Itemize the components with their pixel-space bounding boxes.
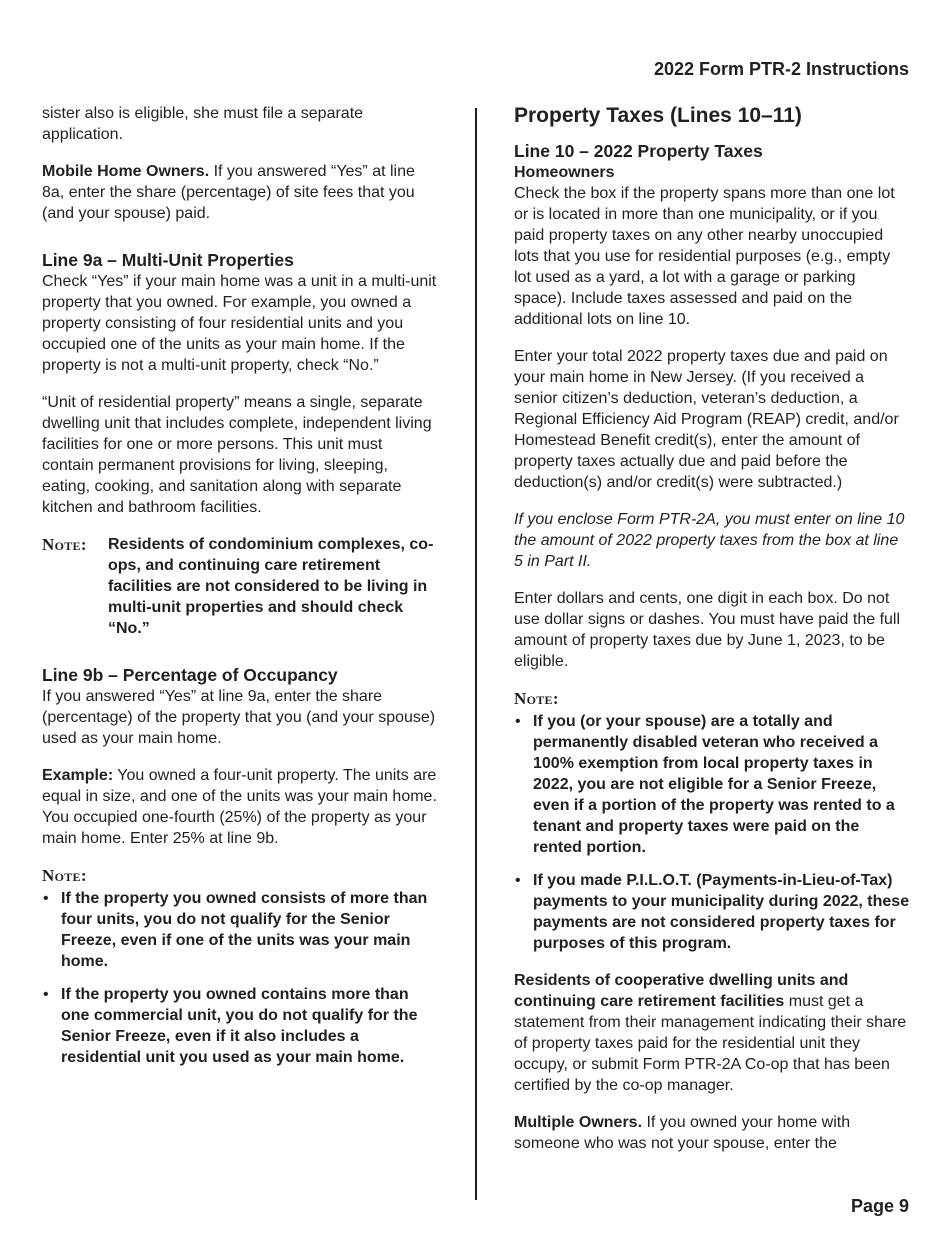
line9a-heading: Line 9a – Multi-Unit Properties	[42, 250, 294, 270]
left-column	[42, 103, 438, 1084]
line9a-paragraph-1: Check “Yes” if your main home was a unit in a multi-unit property that you owned. For example, you owned a property consisting of four residential units and you occupied one of the units as your main home. If the property is not a multi-unit property, check “No.”	[42, 273, 437, 374]
note-label: Note:	[514, 689, 559, 708]
line10-paragraph-1: Check the box if the property spans more than one lot or is located in more than one municipality, or if you paid property taxes on any other nearby unoccupied lots that you use for residential purposes (e.g., empty lot used as a yard, a lot with a garage or parking space). Include taxes assessed and paid on the additional lots on line 10.	[514, 185, 895, 328]
multiple-owners-text: If you owned your home with someone who was not your spouse, enter the	[514, 1114, 851, 1152]
line10-paragraph-4: Enter dollars and cents, one digit in each box. Do not use dollar signs or dashes. You must have paid the full amount of property taxes due by June 1, 2023, to be eligible.	[514, 590, 901, 670]
note-item: • If you (or your spouse) are a totally and permanently disabled veteran who received a 100% exemption from local property taxes in 2022, you are not eligible for a Senior Freeze, even if a portion of the property was rented to a tenant and property taxes were paid on the rented portion.	[514, 711, 910, 858]
page-number: Page 9	[850, 1196, 909, 1216]
right-column	[514, 103, 910, 1170]
coop-paragraph	[514, 970, 910, 1096]
note-item: • If you made P.I.L.O.T. (Payments-in-Lieu-of-Tax) payments to your municipality during 2022, these payments are not considered property taxes for purposes of this program.	[514, 870, 910, 954]
coop-text: must get a statement from their management indicating their share of property taxes paid for the residential unit they occupy, or submit Form PTR-2A Co-op that has been certified by the co-op manager.	[514, 993, 907, 1094]
line9b-note-list	[42, 888, 438, 1068]
line10-heading: Line 10 – 2022 Property Taxes	[514, 141, 763, 161]
example-label: Example:	[42, 767, 114, 784]
example-paragraph	[42, 765, 438, 849]
line10-note-list	[514, 711, 910, 954]
homeowners-heading: Homeowners	[514, 164, 615, 181]
section-heading: Property Taxes (Lines 10–11)	[514, 104, 802, 127]
line9b-heading: Line 9b – Percentage of Occupancy	[42, 665, 338, 685]
mobile-home-label: Mobile Home Owners.	[42, 163, 210, 180]
example-text: You owned a four-unit property. The units are equal in size, and one of the units was your main home. You occupied one-fourth (25%) of the property as your main home. Enter 25% at line 9b.	[42, 767, 437, 847]
column-divider	[475, 108, 477, 1200]
note-text: Residents of condominium complexes, co-ops, and continuing care retirement facilities are not considered to be living in multi-unit properties and should check “No.”	[108, 536, 434, 637]
note-item: • If the property you owned contains more than one commercial unit, you do not qualify for the Senior Freeze, even if it also includes a residential unit you used as your main home.	[42, 984, 438, 1068]
coop-label: Residents of cooperative dwelling units and continuing care retirement facilities	[514, 972, 849, 1010]
page-header-title: 2022 Form PTR-2 Instructions	[653, 59, 909, 79]
line9a-note	[42, 534, 438, 639]
mobile-home-text: If you answered “Yes” at line 8a, enter the share (percentage) of site fees that you (and your spouse) paid.	[42, 163, 415, 222]
note-label: Note:	[42, 535, 87, 554]
mobile-home-paragraph	[42, 161, 438, 224]
multiple-owners-label: Multiple Owners.	[514, 1114, 643, 1131]
continued-paragraph: sister also is eligible, she must file a separate application.	[42, 105, 364, 143]
line10-paragraph-2: Enter your total 2022 property taxes due and paid on your main home in New Jersey. (If you received a senior citizen’s deduction, veteran’s deduction, a Regional Efficiency Aid Program (REAP) credit, and/or Homestead Benefit credit(s), enter the amount of property taxes actually due and paid before the deduction(s) and/or credit(s) were subtracted.)	[514, 348, 899, 491]
line9b-paragraph: If you answered “Yes” at line 9a, enter the share (percentage) of the property that you (and your spouse) used as your main home.	[42, 688, 436, 747]
note-label: Note:	[42, 866, 87, 885]
line9a-paragraph-2: “Unit of residential property” means a single, separate dwelling unit that includes complete, independent living facilities for one or more persons. This unit must contain permanent provisions for living, sleeping, eating, cooking, and sanitation along with separate kitchen and bathroom facilities.	[42, 394, 432, 516]
note-item: • If the property you owned consists of more than four units, you do not qualify for the Senior Freeze, even if one of the units was your main home.	[42, 888, 438, 972]
line10-paragraph-italic: If you enclose Form PTR-2A, you must enter on line 10 the amount of 2022 property taxes from the box at line 5 in Part II.	[514, 511, 905, 570]
multiple-owners-paragraph	[514, 1112, 910, 1154]
